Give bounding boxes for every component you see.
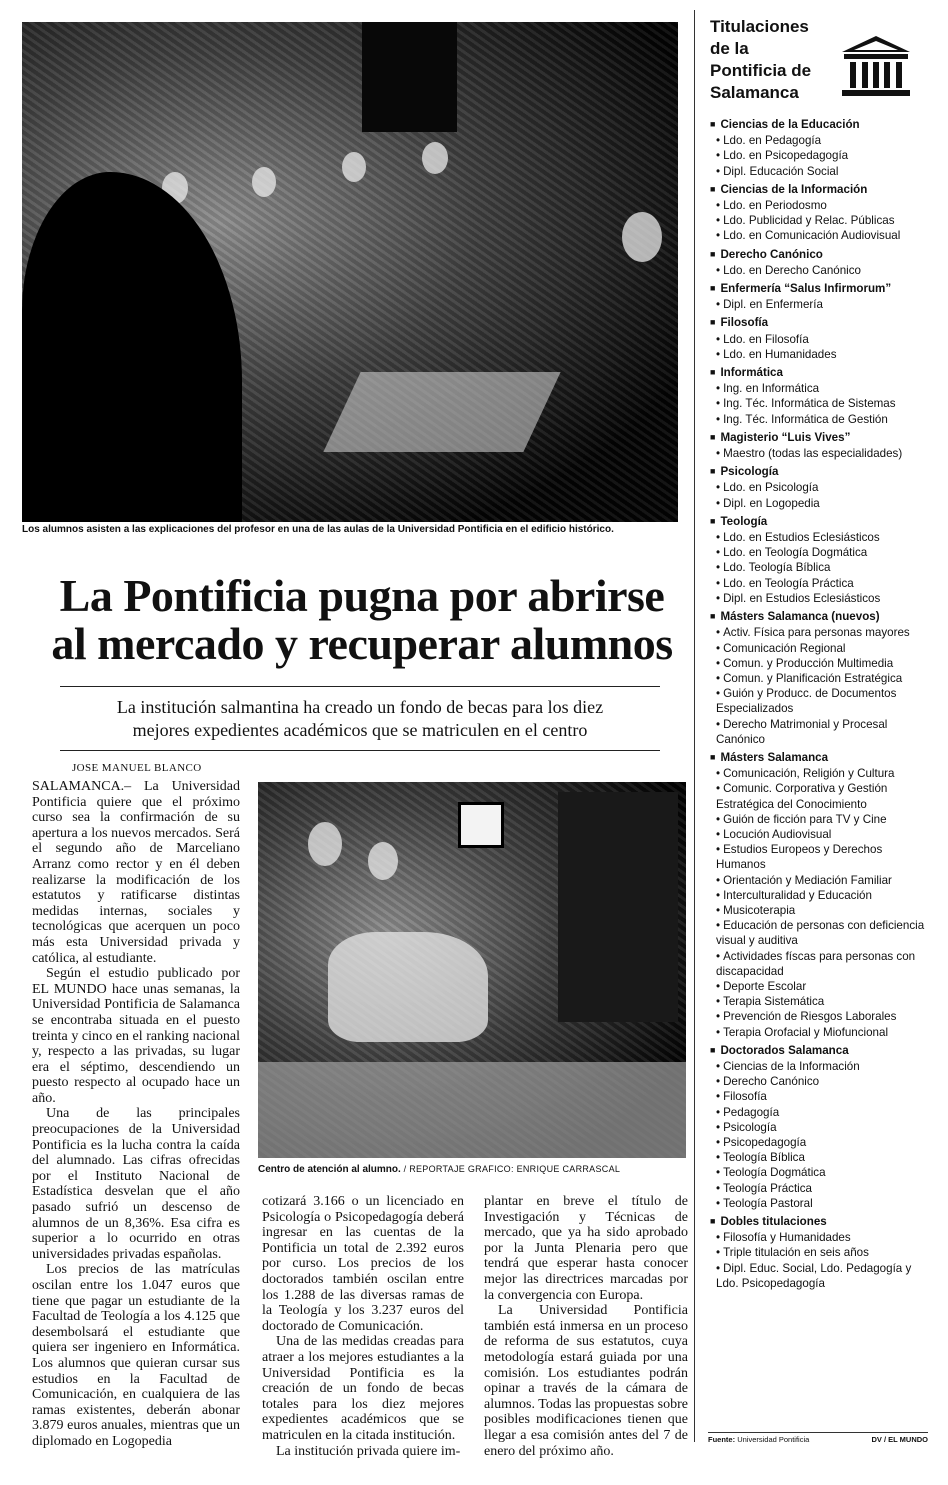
degree-item: • Interculturalidad y Educación — [710, 888, 930, 903]
article-column-3 — [484, 1194, 688, 1459]
degree-item: • Teología Bíblica — [710, 1150, 930, 1165]
subhead-rule-bottom — [60, 750, 660, 751]
sidebar-title — [710, 16, 850, 104]
degree-item: • Educación de personas con deficiencia visual y auditiva — [710, 918, 930, 948]
degree-item: • Derecho Matrimonial y Procesal Canónico — [710, 717, 930, 747]
degree-item: • Ldo. en Psicología — [710, 480, 930, 495]
degree-item: • Prevención de Riesgos Laborales — [710, 1009, 930, 1024]
degree-category: ■ Ciencias de la Información — [710, 182, 930, 198]
degree-category: ■ Enfermería “Salus Infirmorum” — [710, 281, 930, 297]
degree-item: • Deporte Escolar — [710, 979, 930, 994]
degree-item: • Ldo. en Teología Dogmática — [710, 545, 930, 560]
degree-item: • Guión de ficción para TV y Cine — [710, 812, 930, 827]
degree-item: • Teología Práctica — [710, 1181, 930, 1196]
article-column-1 — [32, 779, 240, 1450]
degree-item: • Orientación y Mediación Familiar — [710, 873, 930, 888]
degree-item: • Dipl. Educ. Social, Ldo. Pedagogía y Ldo. Psicopedagogía — [710, 1261, 930, 1291]
degree-category: ■ Informática — [710, 365, 930, 381]
degree-category: ■ Psicología — [710, 464, 930, 480]
university-building-icon — [840, 34, 912, 98]
degree-category: ■ Ciencias de la Educación — [710, 117, 930, 133]
degree-item: • Ldo. en Pedagogía — [710, 133, 930, 148]
source-label: Fuente: — [708, 1435, 736, 1444]
degree-item: • Psicopedagogía — [710, 1135, 930, 1150]
subhead-line-1: La institución salmantina ha creado un fondo de becas para los diez — [116, 697, 604, 717]
degree-category: ■ Teología — [710, 514, 930, 530]
degree-item: • Ldo. en Derecho Canónico — [710, 263, 930, 278]
degree-item: • Triple titulación en seis años — [710, 1245, 930, 1260]
degree-item: • Ldo. Publicidad y Relac. Públicas — [710, 213, 930, 228]
sidebar-title-line-1: Titulaciones — [710, 17, 809, 36]
paragraph: Una de las principales preocupaciones de la Universidad Pontificia es la lucha contra la caída del alumnado. Las cifras ofrecidas por el Instituto Nacional de Estadística desvelan que el año pasado sufrió un descenso de alumnos de un 8,36%. Esa cifra es superior a lo ocurrido en otras universidades privadas españolas. — [32, 1106, 240, 1262]
paragraph: La Universidad Pontificia también está inmersa en un proceso de reforma de sus estatutos, cuya metodología estará guiada por una comisión. Los estudiantes podrán opinar a través de la cámara de alumnos. Todas las propuestas sobre posibles modificaciones tienen que llegar a esa comisión antes del 7 de enero del próximo año. — [484, 1303, 688, 1459]
degree-item: • Actividades físcas para personas con discapacidad — [710, 949, 930, 979]
paragraph: cotizará 3.166 o un licenciado en Psicología o Psicopedagogía deberá ingresar en las cuentas de la Pontificia un total de 2.392 euros por curso. Los precios de los doctorados también oscilan entre los 1.288 de las diversas ramas de la Teología y los 3.237 euros del doctorado de Comunicación. — [262, 1194, 464, 1334]
degree-item: • Teología Dogmática — [710, 1165, 930, 1180]
headline — [22, 572, 702, 668]
headline-line-2: al mercado y recuperar alumnos — [51, 618, 673, 669]
degree-category: ■ Dobles titulaciones — [710, 1214, 930, 1230]
degree-item: • Activ. Física para personas mayores — [710, 625, 930, 640]
paragraph: Los precios de las matrículas oscilan entre los 1.047 euros que tiene que pagar un estudiante de la Facultad de Teología a los 4.125 que desembolsará el estudiante que quiera ser ingeniero en Informática. Los alumnos que quieran cursar sus estudios en la Facultad de Comunicación, en cualquiera de las ramas existentes, deberán abonar 3.879 euros anuales, mientras que un diplomado en Logopedia — [32, 1262, 240, 1449]
degree-item: • Musicoterapia — [710, 903, 930, 918]
paragraph: plantar en breve el título de Investigación y Técnicas de mercado, que ya ha sido aprobado por la Junta Plenaria pero que tendrá que esperar hasta conocer mejor las directrices marcadas por la convergencia con Europa. — [484, 1194, 688, 1303]
degree-item: • Derecho Canónico — [710, 1074, 930, 1089]
sidebar-footer — [708, 1432, 928, 1444]
degree-category: ■ Magisterio “Luis Vives” — [710, 430, 930, 446]
degree-item: • Comun. y Producción Multimedia — [710, 656, 930, 671]
source-value: Universidad Pontificia — [737, 1435, 810, 1444]
article-column-2 — [262, 1194, 464, 1459]
degree-item: • Comunicación, Religión y Cultura — [710, 766, 930, 781]
degree-category: ■ Doctorados Salamanca — [710, 1043, 930, 1059]
degree-item: • Dipl. Educación Social — [710, 164, 930, 179]
sidebar-title-line-2: de la — [710, 39, 749, 58]
photo-bottom-caption-text: Centro de atención al alumno. — [258, 1164, 401, 1175]
degree-category: ■ Másters Salamanca (nuevos) — [710, 609, 930, 625]
degree-item: • Psicología — [710, 1120, 930, 1135]
degrees-list — [710, 114, 930, 1291]
degree-item: • Guión y Producc. de Documentos Especializados — [710, 686, 930, 716]
sidebar-title-line-3: Pontificia de — [710, 61, 812, 80]
degree-item: • Ing. Téc. Informática de Gestión — [710, 412, 930, 427]
degree-item: • Ldo. en Filosofía — [710, 332, 930, 347]
degree-item: • Filosofía — [710, 1089, 930, 1104]
student-office-photo — [258, 782, 686, 1158]
photo-credit: / REPORTAJE GRAFICO: ENRIQUE CARRASCAL — [403, 1164, 621, 1174]
degree-item: • Ciencias de la Información — [710, 1059, 930, 1074]
sidebar-divider — [694, 10, 695, 1442]
headline-line-1: La Pontificia pugna por abrirse — [59, 570, 665, 621]
degree-item: • Teología Pastoral — [710, 1196, 930, 1211]
byline: JOSE MANUEL BLANCO — [72, 762, 202, 774]
classroom-photo — [22, 22, 678, 522]
paragraph: Una de las medidas creadas para atraer a los mejores estudiantes a la Universidad Pontificia es la creación de un fondo de becas totales para los diez mejores expedientes académicos que se matriculen en la citada institución. — [262, 1334, 464, 1443]
subhead-line-2: mejores expedientes académicos que se matriculen en el centro — [132, 720, 588, 740]
degree-item: • Ing. Téc. Informática de Sistemas — [710, 396, 930, 411]
paragraph: Según el estudio publicado por EL MUNDO hace unas semanas, la Universidad Pontificia de Salamanca se encontraba situada en el puesto treinta y cinco en el ranking nacional y, respecto a las privadas, su lugar era el séptimo, descendiendo un puesto respecto al ocupado hace un año. — [32, 966, 240, 1106]
degree-item: • Terapia Sistemática — [710, 994, 930, 1009]
degree-item: • Pedagogía — [710, 1105, 930, 1120]
degree-item: • Dipl. en Logopedia — [710, 496, 930, 511]
photo-top-caption: Los alumnos asisten a las explicaciones del profesor en una de las aulas de la Universidad Pontificia en el edificio histórico. — [22, 524, 614, 535]
degree-item: • Comun. y Planificación Estratégica — [710, 671, 930, 686]
degree-category: ■ Másters Salamanca — [710, 750, 930, 766]
degree-item: • Locución Audiovisual — [710, 827, 930, 842]
degree-item: • Ing. en Informática — [710, 381, 930, 396]
degree-category: ■ Derecho Canónico — [710, 247, 930, 263]
degree-item: • Dipl. en Estudios Eclesiásticos — [710, 591, 930, 606]
paragraph: La institución privada quiere im- — [276, 1443, 461, 1459]
sidebar-title-line-4: Salamanca — [710, 83, 799, 102]
degree-category: ■ Filosofía — [710, 315, 930, 331]
degrees-sidebar — [706, 14, 932, 1446]
degree-item: • Filosofía y Humanidades — [710, 1230, 930, 1245]
degree-item: • Ldo. en Humanidades — [710, 347, 930, 362]
degree-item: • Comunic. Corporativa y Gestión Estratégica del Conocimiento — [710, 781, 930, 811]
degree-item: • Dipl. en Enfermería — [710, 297, 930, 312]
degree-item: • Ldo. en Estudios Eclesiásticos — [710, 530, 930, 545]
degree-item: • Ldo. en Periodosmo — [710, 198, 930, 213]
degree-item: • Maestro (todas las especialidades) — [710, 446, 930, 461]
photo-bottom-caption — [258, 1164, 698, 1175]
paragraph: SALAMANCA.– La Universidad Pontificia quiere que el próximo curso sea la confirmación de su apertura a los nuevos mercados. Será el segundo año de Marceliano Arranz como rector y en él deben realizarse la modificación de los estatutos y ratificarse distintas medidas internas, sociales y tecnológicas que acerquen un poco más esta Universidad privada y católica, al estudiante. — [32, 779, 240, 966]
sidebar-credit: DV / EL MUNDO — [871, 1435, 928, 1444]
degree-item: • Comunicación Regional — [710, 641, 930, 656]
degree-item: • Ldo. Teología Bíblica — [710, 560, 930, 575]
subhead — [40, 696, 680, 742]
degree-item: • Ldo. en Comunicación Audiovisual — [710, 228, 930, 243]
degree-item: • Estudios Europeos y Derechos Humanos — [710, 842, 930, 872]
subhead-rule-top — [60, 686, 660, 687]
degree-item: • Ldo. en Psicopedagogía — [710, 148, 930, 163]
degree-item: • Terapia Orofacial y Miofuncional — [710, 1025, 930, 1040]
degree-item: • Ldo. en Teología Práctica — [710, 576, 930, 591]
